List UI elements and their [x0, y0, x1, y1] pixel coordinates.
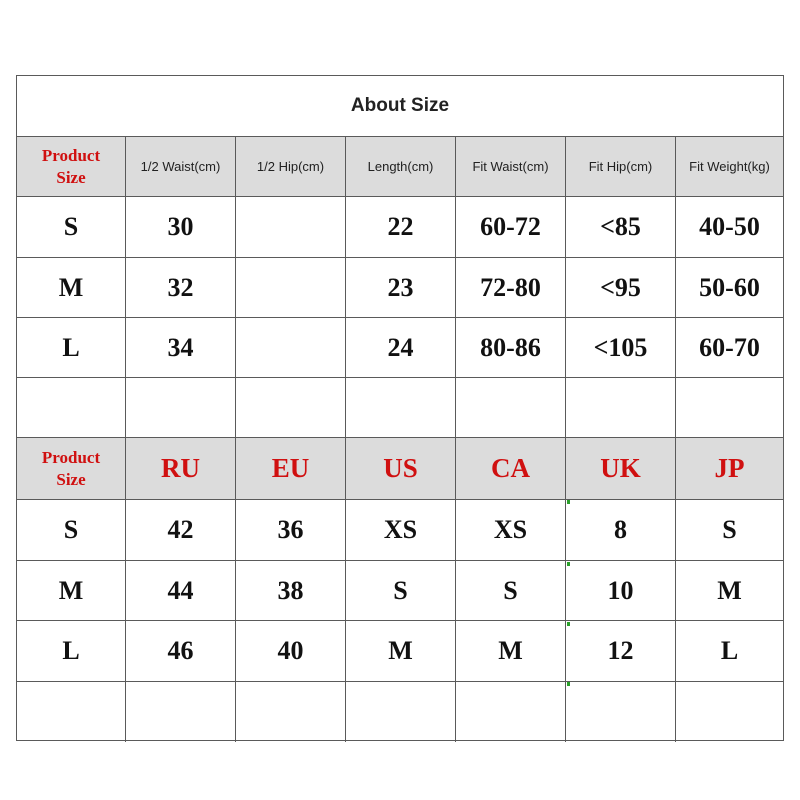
- measurement-column-header: Fit Weight(kg): [689, 159, 770, 174]
- conversion-cell-value: L: [62, 636, 80, 665]
- conversion-table-cell: [346, 682, 456, 742]
- measurement-cell-value: 50-60: [699, 272, 760, 302]
- measurement-table-cell: [126, 318, 236, 378]
- conversion-cell-value: 12: [607, 636, 634, 665]
- conversion-cell-value: M: [498, 636, 523, 665]
- measurement-table-cell: [456, 197, 566, 258]
- measurement-header-cell: [676, 137, 783, 197]
- conversion-cell-value: S: [393, 575, 408, 605]
- measurement-cell-value: <85: [600, 212, 641, 241]
- measurement-table-cell: [236, 378, 346, 438]
- measurement-table-cell: [17, 378, 126, 438]
- conversion-cell-value: 40: [277, 636, 304, 665]
- conversion-header-cell: [676, 438, 783, 500]
- conversion-cell-value: M: [58, 575, 84, 605]
- conversion-table-cell: [346, 621, 456, 682]
- measurement-table-cell: [566, 197, 676, 258]
- measurement-header-cell: [17, 137, 126, 197]
- conversion-table-cell: [566, 682, 676, 742]
- conversion-table-cell: [676, 682, 783, 742]
- conversion-cell-value: XS: [493, 515, 528, 544]
- measurement-header-cell: [126, 137, 236, 197]
- measurement-table-cell: [456, 378, 566, 438]
- measurement-table-cell: [456, 318, 566, 378]
- conversion-table-cell: [566, 500, 676, 561]
- conversion-table-cell: [676, 621, 783, 682]
- conversion-cell-value: S: [503, 575, 518, 605]
- measurement-table-cell: [676, 378, 783, 438]
- measurement-header-cell: [566, 137, 676, 197]
- marker-dot: [567, 562, 570, 566]
- measurement-header-cell: [346, 137, 456, 197]
- conversion-column-header: US: [383, 453, 418, 483]
- measurement-cell-value: 32: [167, 272, 194, 302]
- measurement-table-cell: [17, 258, 126, 318]
- measurement-table-cell: [17, 318, 126, 378]
- measurement-cell-value: 22: [387, 212, 414, 241]
- measurement-cell-value: <105: [593, 332, 648, 362]
- measurement-column-header: Fit Waist(cm): [472, 159, 549, 174]
- measurement-cell-value: 72-80: [480, 272, 541, 302]
- conversion-table-cell: [566, 561, 676, 621]
- conversion-column-header: CA: [491, 453, 530, 483]
- measurement-table-cell: [126, 258, 236, 318]
- conversion-cell-value: S: [722, 515, 737, 544]
- marker-dot: [567, 682, 570, 686]
- conversion-table-cell: [236, 682, 346, 742]
- conversion-table-cell: [456, 561, 566, 621]
- measurement-table-cell: [236, 258, 346, 318]
- conversion-column-header: JP: [714, 453, 745, 483]
- measurement-cell-value: 60-72: [480, 212, 541, 241]
- measurement-table-cell: [456, 258, 566, 318]
- measurement-table-cell: [676, 197, 783, 258]
- measurement-cell-value: M: [58, 272, 84, 302]
- conversion-table-cell: [346, 561, 456, 621]
- conversion-table-cell: [456, 682, 566, 742]
- conversion-table-cell: [566, 621, 676, 682]
- measurement-column-header: 1/2 Hip(cm): [256, 159, 325, 174]
- marker-dot: [567, 622, 570, 626]
- conversion-table-cell: [126, 682, 236, 742]
- conversion-header-cell: [566, 438, 676, 500]
- conversion-table-cell: [17, 621, 126, 682]
- measurement-table-cell: [126, 197, 236, 258]
- measurement-cell-value: L: [62, 332, 80, 362]
- conversion-cell-value: 44: [167, 575, 194, 605]
- conversion-cell-value: 46: [167, 636, 194, 665]
- measurement-table-cell: [236, 318, 346, 378]
- measurement-cell-value: <95: [600, 272, 641, 302]
- conversion-table-cell: [236, 500, 346, 561]
- measurement-header-cell: [236, 137, 346, 197]
- conversion-cell-value: 38: [277, 575, 304, 605]
- measurement-table-cell: [236, 197, 346, 258]
- conversion-cell-value: 8: [614, 515, 627, 544]
- conversion-column-header: RU: [161, 453, 200, 483]
- conversion-cell-value: L: [720, 636, 739, 665]
- measurement-column-header: 1/2 Waist(cm): [140, 159, 221, 174]
- conversion-column-header: EU: [271, 453, 310, 483]
- measurement-table-cell: [346, 318, 456, 378]
- measurement-cell-value: S: [63, 212, 79, 241]
- conversion-table-cell: [126, 561, 236, 621]
- conversion-header-cell: [17, 438, 126, 500]
- conversion-cell-value: M: [717, 575, 742, 605]
- conversion-table-cell: [17, 682, 126, 742]
- conversion-product-size-label: Product Size: [41, 447, 101, 489]
- measurement-table-cell: [126, 378, 236, 438]
- measurement-cell-value: 30: [167, 212, 194, 241]
- conversion-table-cell: [236, 621, 346, 682]
- measurement-cell-value: 60-70: [699, 332, 760, 362]
- conversion-header-cell: [236, 438, 346, 500]
- conversion-table-cell: [126, 500, 236, 561]
- measurement-table-cell: [346, 378, 456, 438]
- marker-dot: [567, 500, 570, 504]
- conversion-table-cell: [17, 500, 126, 561]
- conversion-cell-value: 10: [607, 575, 634, 605]
- conversion-table-cell: [346, 500, 456, 561]
- size-chart-table: [16, 75, 784, 741]
- conversion-table-cell: [126, 621, 236, 682]
- measurement-cell-value: 80-86: [480, 332, 541, 362]
- measurement-table-cell: [346, 258, 456, 318]
- measurement-header-cell: [456, 137, 566, 197]
- measurement-cell-value: 23: [387, 272, 414, 302]
- conversion-table-cell: [456, 621, 566, 682]
- measurement-cell-value: 40-50: [699, 212, 760, 241]
- measurement-table-cell: [17, 197, 126, 258]
- conversion-column-header: UK: [600, 453, 641, 483]
- measurement-column-header: Fit Hip(cm): [588, 159, 653, 174]
- conversion-cell-value: M: [388, 636, 413, 665]
- conversion-header-cell: [346, 438, 456, 500]
- measurement-table-cell: [566, 378, 676, 438]
- measurement-column-header: Length(cm): [367, 159, 434, 174]
- conversion-cell-value: XS: [383, 515, 418, 544]
- conversion-table-cell: [676, 561, 783, 621]
- measurement-cell-value: 34: [167, 332, 194, 362]
- table-title: About Size: [17, 76, 783, 137]
- measurement-product-size-label: Product Size: [41, 145, 101, 187]
- measurement-table-cell: [676, 258, 783, 318]
- conversion-header-cell: [456, 438, 566, 500]
- measurement-table-cell: [346, 197, 456, 258]
- measurement-table-cell: [676, 318, 783, 378]
- conversion-table-cell: [456, 500, 566, 561]
- measurement-table-cell: [566, 258, 676, 318]
- conversion-cell-value: S: [63, 515, 79, 544]
- conversion-table-cell: [676, 500, 783, 561]
- measurement-cell-value: 24: [387, 332, 414, 362]
- conversion-table-cell: [17, 561, 126, 621]
- conversion-cell-value: 36: [277, 515, 304, 544]
- conversion-header-cell: [126, 438, 236, 500]
- conversion-cell-value: 42: [167, 515, 194, 544]
- measurement-table-cell: [566, 318, 676, 378]
- conversion-table-cell: [236, 561, 346, 621]
